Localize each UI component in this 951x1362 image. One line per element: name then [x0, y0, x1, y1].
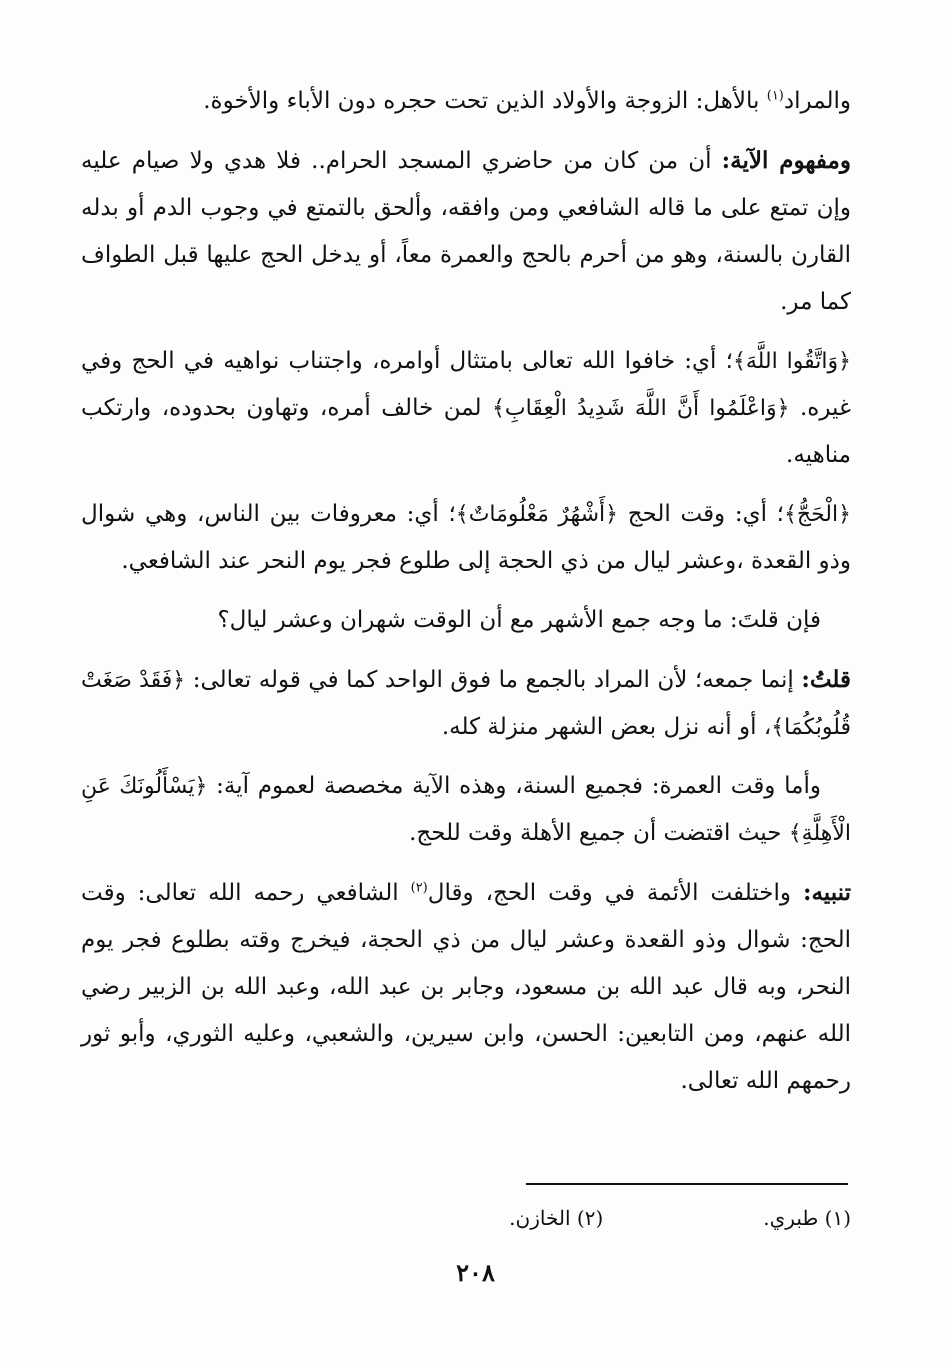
main-text: [81, 78, 851, 1117]
paragraph: [81, 656, 851, 751]
paragraph-text: ؛ أي: معروفات بين الناس، وهي شوال وذو القعدة ،وعشر ليال من ذي الحجة إلى طلوع فجر يوم النحر عند الشافعي.: [81, 501, 851, 574]
paragraph-text: واختلفت الأئمة في وقت الحج، وقال: [427, 880, 803, 906]
paragraph: [81, 763, 851, 857]
paragraph-text: لمن خالف أمره، وتهاون بحدوده، وارتكب مناهيه.: [81, 395, 851, 468]
paragraph-text: ، أو أنه نزل بعض الشهر منزلة كله.: [441, 714, 772, 740]
paragraph-text: ؛ أي: خافوا الله تعالى بامتثال أوامره، واجتناب نواهيه في الحج وفي غيره.: [81, 348, 851, 421]
paragraph: [81, 597, 851, 644]
footnote-marker: (١): [766, 88, 784, 104]
quran-quote: ﴿أَشْهُرٌ مَعْلُومَاتٌ﴾: [455, 502, 619, 527]
footnotes: [81, 1200, 851, 1236]
paragraph-text: حيث اقتضت أن جميع الأهلة وقت للحج.: [409, 820, 789, 846]
paragraph-text: والمراد: [783, 88, 851, 114]
paragraph: [81, 137, 851, 326]
footnote-separator: [526, 1183, 848, 1185]
quran-quote: ﴿وَاتَّقُوا اللَّهَ﴾: [732, 349, 851, 374]
footnote-marker: (٢): [410, 880, 428, 896]
quran-quote: ﴿وَاعْلَمُوا أَنَّ اللَّهَ شَدِيدُ الْعِقَابِ﴾: [492, 396, 790, 421]
paragraph: [81, 78, 851, 125]
paragraph-text: إنما جمعه؛ لأن المراد بالجمع ما فوق الواحد كما في قوله تعالى:: [185, 667, 802, 693]
paragraph-text: ؛ أي: وقت الحج: [618, 501, 784, 527]
paragraph: [81, 869, 851, 1105]
paragraph-text: الشافعي رحمه الله تعالى: وقت الحج: شوال وذو القعدة وعشر ليال من ذي الحجة، فيخرج وقته بطلوع فجر يوم النحر، وبه قال عبد الله بن مسعود، وجابر بن عبد الله، وعبد الله بن الزبير رضي الله عنهم، ومن التابعين: الحسن، وابن سيرين، والشعبي، وعليه الثوري، وأبو ثور رحمهم الله تعالى.: [81, 880, 851, 1094]
paragraph: [81, 338, 851, 479]
page-number: ٢٠٨: [456, 1258, 495, 1287]
paragraph: [81, 491, 851, 585]
quran-quote: ﴿فَقَدْ صَغَتْ قُلُوبُكُمَا﴾: [81, 668, 851, 740]
paragraph-text: بالأهل: الزوجة والأولاد الذين تحت حجره دون الأباء والأخوة.: [203, 88, 767, 114]
paragraph-text: فإن قلتَ: ما وجه جمع الأشهر مع أن الوقت شهران وعشر ليال؟: [217, 607, 821, 633]
footnote-entry: (٢) الخازن.: [509, 1206, 604, 1230]
paragraph-text: أن من كان من حاضري المسجد الحرام.. فلا هدي ولا صيام عليه وإن تمتع على ما قاله الشافعي ومن وافقه، وألحق بالتمتع في وجوب الدم أو بدله القارن بالسنة، وهو من أحرم بالحج والعمرة معاً، أو يدخل الحج عليها قبل الطواف كما مر.: [81, 148, 851, 315]
paragraph-lead: تنبيه:: [802, 879, 852, 906]
paragraph-lead: ومفهوم الآية:: [721, 147, 851, 174]
footnote-entry: (١) طبري.: [763, 1206, 851, 1230]
quran-quote: ﴿الْحَجُّ﴾: [784, 502, 851, 527]
quran-quote: ﴿يَسْأَلُونَكَ عَنِ الْأَهِلَّةِ﴾: [81, 774, 851, 846]
paragraph-lead: قلتُ:: [801, 666, 852, 693]
paragraph-text: وأما وقت العمرة: فجميع السنة، وهذه الآية مخصصة لعموم آية:: [207, 773, 821, 799]
